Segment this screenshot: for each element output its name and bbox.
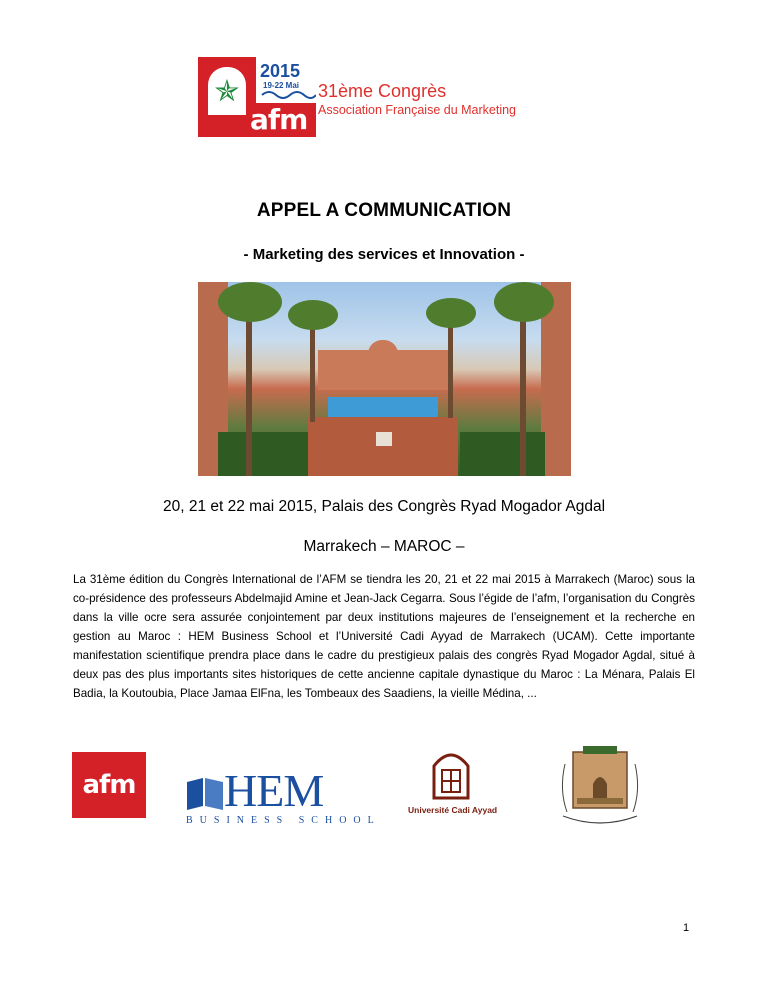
- wave-icon: [260, 87, 316, 101]
- photo-palm-leaves: [288, 300, 338, 330]
- photo-palm-leaves: [426, 298, 476, 328]
- page-title: APPEL A COMMUNICATION: [256, 200, 512, 221]
- hem-book-icon: [185, 776, 225, 812]
- venue-photo: [198, 282, 571, 476]
- photo-fountain: [376, 432, 392, 446]
- star-icon: ✯: [214, 74, 240, 109]
- event-dates-venue: 20, 21 et 22 mai 2015, Palais des Congrès Ryad Mogador Agdal: [162, 498, 606, 515]
- logo-dates: 19-22 Mai: [263, 81, 300, 90]
- logo-year: 2015: [260, 61, 301, 81]
- hem-logo-text: HEM: [224, 765, 324, 816]
- event-city: Marrakech – MAROC –: [303, 538, 465, 555]
- logo-congress: 31ème Congrès: [318, 81, 447, 101]
- page-number: 1: [683, 922, 690, 934]
- photo-building: [318, 350, 448, 390]
- photo-pool: [328, 397, 438, 417]
- page-subtitle: - Marketing des services et Innovation -: [243, 246, 525, 263]
- header-afm-text: afm: [250, 103, 308, 136]
- photo-terrace: [308, 417, 458, 476]
- photo-hedge-right: [460, 432, 545, 476]
- photo-palm-leaves: [218, 282, 282, 322]
- logo-association: Association Française du Marketing: [318, 103, 517, 117]
- photo-palm-leaves: [494, 282, 554, 322]
- seal-emblem-icon: [553, 740, 647, 826]
- hem-logo-subtext: BUSINESS SCHOOL: [186, 815, 381, 826]
- afm-logo: afm: [72, 752, 146, 818]
- ucam-logo-text: Université Cadi Ayyad: [408, 805, 498, 815]
- photo-dome: [368, 340, 398, 356]
- header-logo: [198, 57, 538, 137]
- ucam-emblem-icon: [430, 748, 472, 800]
- intro-paragraph: La 31ème édition du Congrès International de l’AFM se tiendra les 20, 21 et 22 mai 2015 à Marrakech (Maroc) sous la co-présidence des professeurs Abdelmajid Amine et Jean-Jack Cegarra. Sous l’égide de l’afm, l’organisation du Congrès dans la ville ocre sera assurée conjointement par deux institutions majeures de l’enseignement et la recherche en gestion au Maroc : HEM Business School et l’Université Cadi Ayyad de Marrakech (UCAM). Cette importante manifestation scientifique prendra place dans le cadre du prestigieux palais des congrès Ryad Mogador Agdal, situé à deux pas des plus importants sites historiques de cette ancienne capitale dynastique du Maroc : La Ménara, Palais El Badia, la Koutoubia, Place Jamaa ElFna, les Tombeaux des Saadiens, la vieille Médina, ...: [73, 573, 695, 700]
- photo-hedge-left: [218, 432, 308, 476]
